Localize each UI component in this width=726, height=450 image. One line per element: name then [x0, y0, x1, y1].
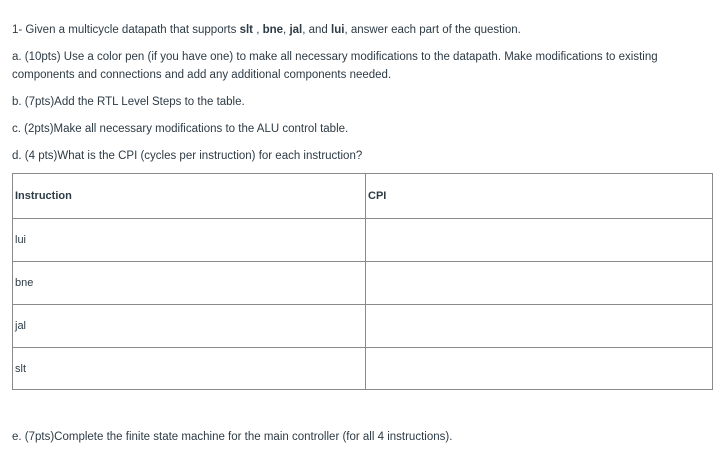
part-d: d. (4 pts)What is the CPI (cycles per instruction) for each instruction? [12, 150, 363, 162]
part-a: a. (10pts) Use a color pen (if you have one) to make all necessary modifications to the datapath. Make modifications to existing components and connections and add any additional components needed. [12, 51, 658, 81]
intro-sep-2: , [283, 24, 290, 36]
part-c: c. (2pts)Make all necessary modifications to the ALU control table. [12, 123, 349, 135]
cpi-table [12, 173, 713, 390]
intro-prefix: 1- Given a multicycle datapath that supports [12, 24, 240, 36]
cell-cpi[interactable] [366, 219, 713, 262]
part-b: b. (7pts)Add the RTL Level Steps to the table. [12, 96, 245, 108]
intro-sep-1: , [253, 24, 263, 36]
cell-instruction: lui [13, 219, 366, 262]
cell-instruction: jal [13, 305, 366, 348]
header-cpi: CPI [366, 174, 713, 219]
intro-sep-3: , and [302, 24, 332, 36]
table-row [13, 262, 713, 305]
table-row [13, 305, 713, 348]
header-instruction: Instruction [13, 174, 366, 219]
cell-cpi[interactable] [366, 348, 713, 390]
cell-instruction: bne [13, 262, 366, 305]
question-intro [12, 21, 702, 39]
table-row [13, 219, 713, 262]
intro-instr-slt: slt [239, 24, 253, 36]
cell-instruction: slt [13, 348, 366, 390]
intro-instr-bne: bne [262, 24, 284, 36]
table-row [13, 348, 713, 390]
intro-suffix: , answer each part of the question. [344, 24, 521, 36]
table-header-row [13, 174, 713, 219]
part-e: e. (7pts)Complete the finite state machine for the main controller (for all 4 instructions). [12, 431, 453, 443]
cell-cpi[interactable] [366, 262, 713, 305]
intro-instr-lui: lui [331, 24, 345, 36]
intro-instr-jal: jal [289, 24, 303, 36]
cell-cpi[interactable] [366, 305, 713, 348]
